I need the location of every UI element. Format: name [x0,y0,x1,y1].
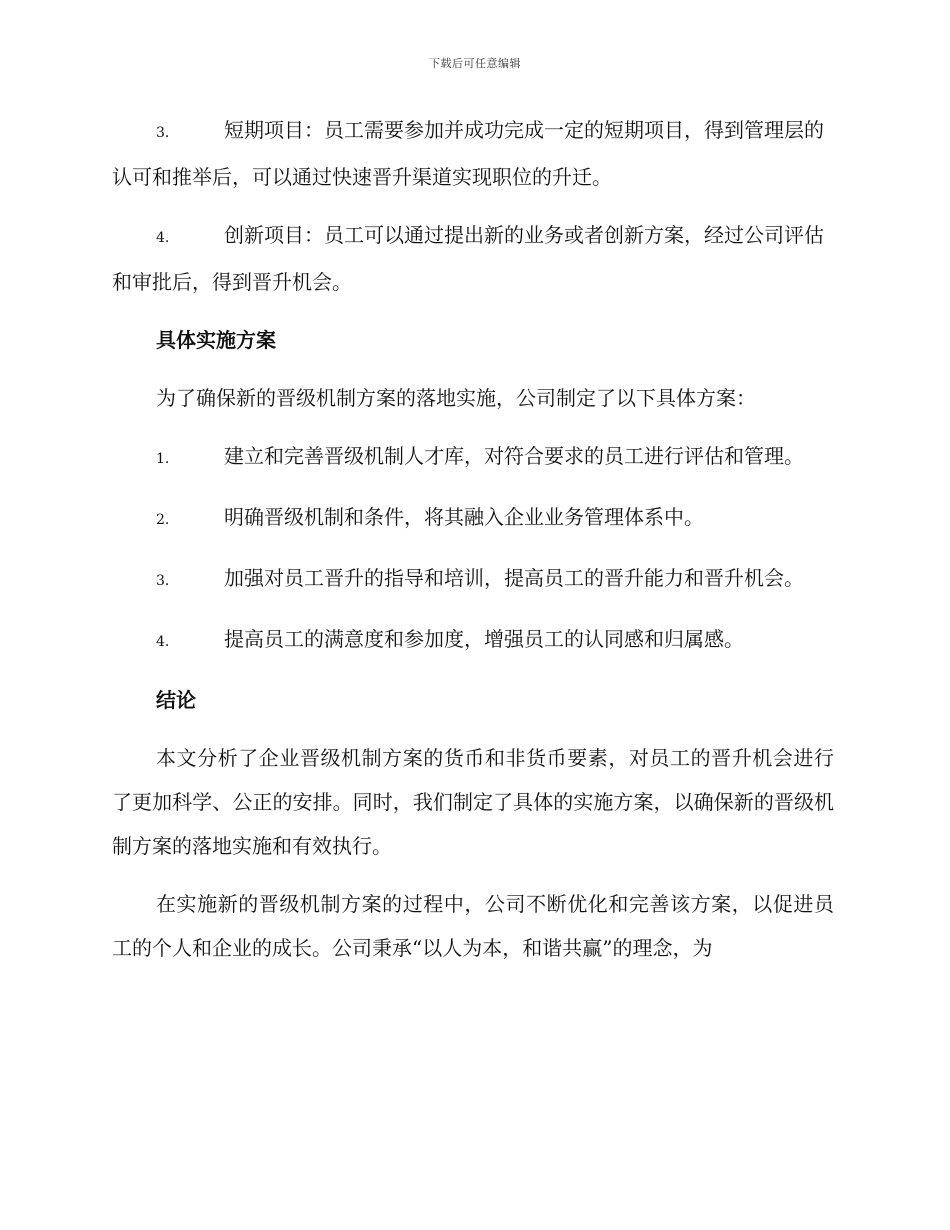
conclusion-paragraph-2: 在实施新的晋级机制方案的过程中，公司不断优化和完善该方案，以促进员工的个人和企业的成长。公司秉承“以人为本，和谐共赢”的理念，为 [112,892,834,960]
list-item [112,213,834,304]
list-item [112,495,834,542]
list-item [112,556,834,603]
list-number: 2. [156,512,170,528]
section-heading-implementation: 具体实施方案 [156,328,276,352]
list-item [112,108,834,199]
list-text: 短期项目：员工需要参加并成功完成一定的短期项目，得到管理层的认可和推举后，可以通过快速晋升渠道实现职位的升迁。 [112,118,824,189]
intro-paragraph: 为了确保新的晋级机制方案的落地实施，公司制定了以下具体方案： [156,386,756,410]
list-item [112,617,834,664]
list-text: 创新项目：员工可以通过提出新的业务或者创新方案，经过公司评估和审批后，得到晋升机会。 [112,223,824,294]
list-item [112,434,834,481]
list-number: 1. [156,451,170,467]
document-body [112,108,834,984]
conclusion-paragraph-1: 本文分析了企业晋级机制方案的货币和非货币要素，对员工的晋升机会进行了更加科学、公正的安排。同时，我们制定了具体的实施方案，以确保新的晋级机制方案的落地实施和有效执行。 [112,746,834,858]
section-heading-conclusion: 结论 [156,688,196,712]
list-text: 明确晋级机制和条件，将其融入企业业务管理体系中。 [224,505,704,529]
list-text: 提高员工的满意度和参加度，增强员工的认同感和归属感。 [224,627,744,651]
list-number: 4. [156,634,170,650]
list-number: 4. [156,230,170,246]
list-number: 3. [156,125,170,141]
list-text: 加强对员工晋升的指导和培训，提高员工的晋升能力和晋升机会。 [224,566,804,590]
header-note: 下载后可任意编辑 [429,57,521,70]
list-number: 3. [156,573,170,589]
list-text: 建立和完善晋级机制人才库，对符合要求的员工进行评估和管理。 [224,444,804,468]
